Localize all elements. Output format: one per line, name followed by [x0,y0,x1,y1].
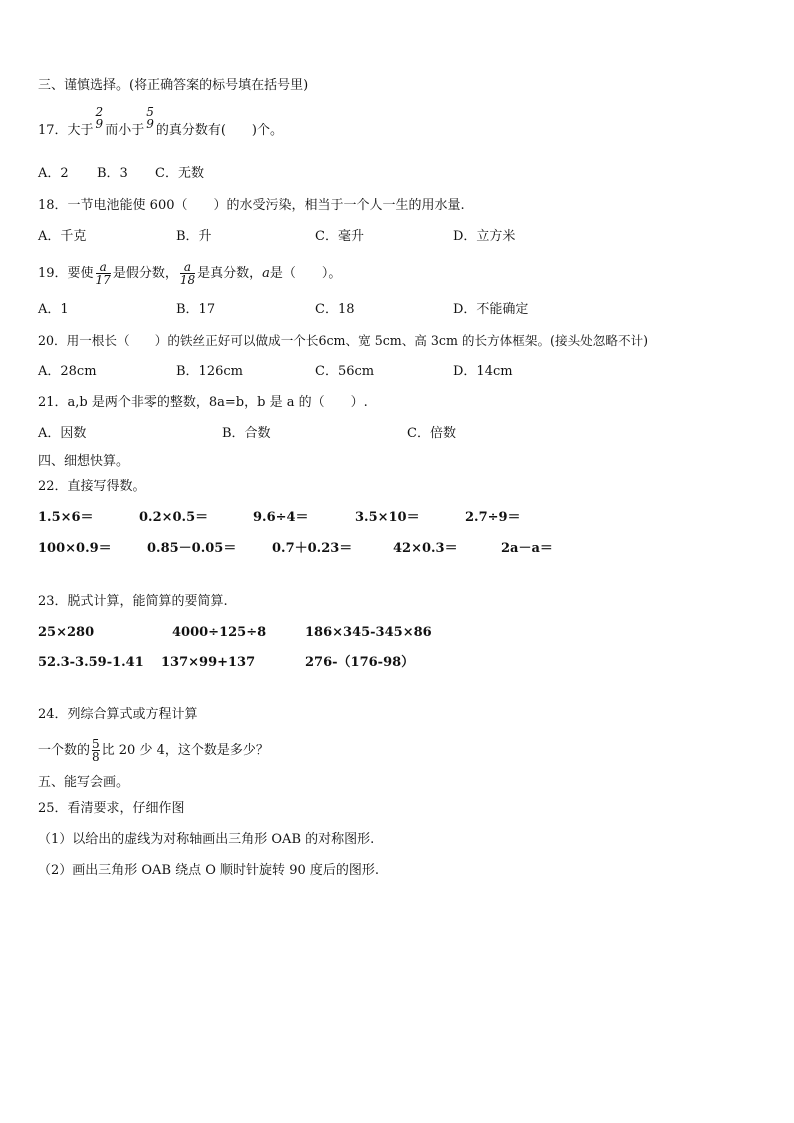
q23-item: 137×99+137 [161,655,256,670]
q23-item: 52.3-3.59-1.41 [38,655,144,670]
question-23: 23．脱式计算，能简算的要简算. [38,594,228,609]
q18-option-d[interactable]: D．立方米 [453,229,516,244]
q17-fraction-5-9: 5 9 [146,105,154,131]
q23-item: 186×345-345×86 [305,625,432,640]
q19-fraction-a-17: $\frac{a}{17}$ [95,260,111,287]
q22-item: 100×0.9＝ [38,541,112,556]
q17-option-c[interactable]: C．无数 [155,166,204,181]
q17-fraction-2-9: 2 9 [95,105,104,131]
question-21: 21．a,b 是两个非零的整数，8a=b，b 是 a 的（ ）. [38,395,368,410]
q20-option-b[interactable]: B．126cm [176,364,243,379]
q17-option-b[interactable]: B．3 [97,166,128,181]
q19-mid2: 是真分数， [197,266,263,281]
q18-option-a[interactable]: A．千克 [38,229,87,244]
q19-option-a[interactable]: A．1 [38,302,69,317]
q19-option-d[interactable]: D．不能确定 [453,302,529,317]
q22-item: 2a－a＝ [501,541,553,556]
q24-suffix: 比 20 少 4，这个数是多少？ [101,743,269,758]
q21-option-c[interactable]: C．倍数 [407,426,456,441]
q22-item: 42×0.3＝ [393,541,458,556]
question-20: 20．用一根长（ ）的铁丝正好可以做成一个长6cm、宽 5cm、高 3cm 的长方体框架。(接头处忽略不计) [38,333,649,348]
q22-item: 0.7＋0.23＝ [272,541,353,556]
q19-prefix: 19．要使 [38,266,94,281]
question-22: 22．直接写得数。 [38,479,146,494]
q24-problem [38,734,269,768]
q21-option-a[interactable]: A．因数 [38,426,87,441]
q17-suffix: 的真分数有( )个。 [155,123,283,138]
q22-item: 0.85－0.05＝ [147,541,237,556]
q20-option-c[interactable]: C．56cm [315,364,375,379]
q20-option-a[interactable]: A．28cm [38,364,97,379]
q22-item: 3.5×10＝ [355,510,420,525]
q19-mid: 是假分数， [112,266,178,281]
section-5-title: 五、能写会画。 [38,775,130,790]
q19-variable: a [262,266,270,281]
section-4-title: 四、细想快算。 [38,454,130,469]
section-3-title: 三、谨慎选择。(将正确答案的标号填在括号里) [38,78,309,93]
q17-option-a[interactable]: A．2 [38,166,69,181]
q25-sub-2: （2）画出三角形 OAB 绕点 O 顺时针旋转 90 度后的图形. [38,863,379,878]
q19-option-b[interactable]: B．17 [176,302,216,317]
question-18: 18．一节电池能使 600（ ）的水受污染，相当于一个人一生的用水量. [38,198,465,213]
q17-mid: 而小于 [105,123,145,138]
q20-option-d[interactable]: D．14cm [453,364,513,379]
q22-item: 1.5×6＝ [38,510,94,525]
q19-fraction-a-18: $\frac{a}{18}$ [179,260,196,287]
q18-option-b[interactable]: B．升 [176,229,212,244]
question-19 [38,258,341,290]
question-24: 24．列综合算式或方程计算 [38,707,198,722]
q18-option-c[interactable]: C．毫升 [315,229,364,244]
q22-item: 2.7÷9＝ [465,510,521,525]
question-25: 25．看清要求，仔细作图 [38,801,185,816]
q24-fraction-5-8: $\frac{5}{8}$ [92,737,100,764]
q23-item: 276-（176-98） [305,655,415,670]
q22-item: 9.6÷4＝ [253,510,309,525]
q21-option-b[interactable]: B．合数 [222,426,271,441]
question-17 [38,106,283,151]
q25-sub-1: （1）以给出的虚线为对称轴画出三角形 OAB 的对称图形. [38,832,375,847]
q24-prefix: 一个数的 [38,743,91,758]
q23-item: 4000÷125÷8 [172,625,267,640]
q23-item: 25×280 [38,625,95,640]
q19-option-c[interactable]: C．18 [315,302,355,317]
q22-item: 0.2×0.5＝ [139,510,209,525]
q17-prefix: 17．大于 [38,123,94,138]
q19-suffix: 是（ ）。 [269,266,342,281]
